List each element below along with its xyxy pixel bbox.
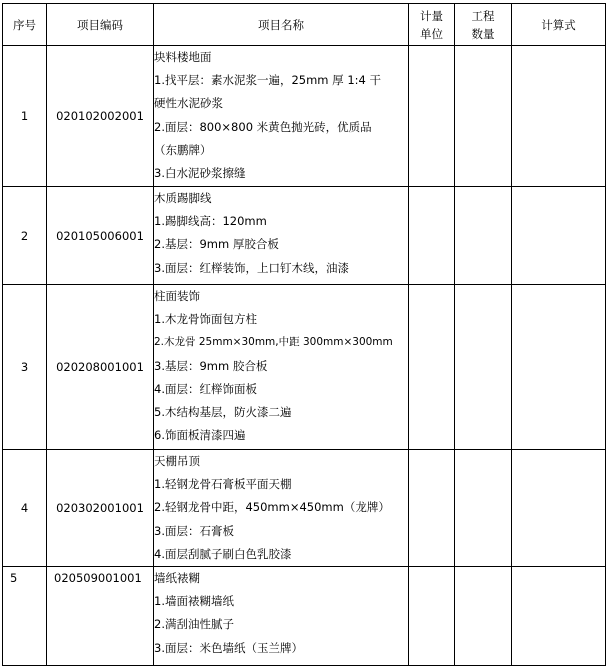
item-spec-line: 1.木龙骨饰面包方柱 [154,312,257,327]
table-row [3,450,606,567]
header-quantity-line2: 数量 [471,26,495,41]
row-index: 4 [3,450,47,567]
row-index: 1 [3,46,47,187]
item-title: 墙纸裱糊 [154,571,200,586]
header-calculation: 计算式 [512,4,606,46]
row-calculation [512,450,606,567]
item-title: 柱面装饰 [154,289,200,303]
row-quantity [455,567,512,666]
header-quantity [455,4,512,46]
item-spec-line: 2.基层：9mm 厚胶合板 [154,237,279,252]
row-calculation [512,187,606,285]
table-row [3,567,606,666]
row-item-description [154,567,409,666]
item-spec-line: 1.轻钢龙骨石膏板平面天棚 [154,477,292,492]
row-code: 020509001001 [47,567,154,666]
row-item-description [154,450,409,567]
item-spec-line: 5.木结构基层，防火漆二遍 [154,405,292,420]
item-spec-line: 1.墙面裱糊墙纸 [154,594,234,609]
header-code: 项目编码 [47,4,154,46]
row-code: 020102002001 [47,46,154,187]
item-spec-line: （东鹏牌） [154,142,212,157]
header-unit-line2: 单位 [420,26,443,41]
item-spec-line: 3.面层：米色墙纸（玉兰牌） [154,640,303,655]
row-code: 020208001001 [47,285,154,450]
row-item-description [154,285,409,450]
table-row [3,285,606,450]
item-title: 天棚吊顶 [154,454,200,468]
row-quantity [455,450,512,567]
row-unit [409,285,455,450]
row-item-description [154,46,409,187]
header-row [3,4,606,46]
item-title: 块料楼地面 [154,50,212,64]
row-unit [409,46,455,187]
item-spec-line: 6.饰面板清漆四遍 [154,428,246,443]
item-spec-line: 1.找平层：素水泥浆一遍，25mm 厚 1:4 干 [154,73,381,88]
row-calculation [512,285,606,450]
row-item-description [154,187,409,285]
row-unit [409,450,455,567]
header-quantity-line1: 工程 [471,8,495,23]
item-spec-line: 4.面层：红榉饰面板 [154,381,257,396]
item-spec-line: 4.面层刮腻子刷白色乳胶漆 [154,546,292,561]
row-unit [409,187,455,285]
row-quantity [455,187,512,285]
row-index: 3 [3,285,47,450]
row-quantity [455,46,512,187]
row-index: 2 [3,187,47,285]
header-name: 项目名称 [154,4,409,46]
item-spec-line: 2.轻钢龙骨中距，450mm×450mm（龙牌） [154,500,390,515]
header-index: 序号 [3,4,47,46]
row-calculation [512,46,606,187]
bill-of-quantities-table [2,3,606,666]
row-code: 020302001001 [47,450,154,567]
item-spec-line: 3.面层：石膏板 [154,523,234,538]
item-spec-line: 3.面层：红榉装饰，上口钉木线，油漆 [154,260,349,275]
item-spec-line: 3.基层：9mm 胶合板 [154,358,268,373]
item-spec-line: 2.满刮油性腻子 [154,617,234,632]
table-row [3,46,606,187]
item-spec-line: 硬性水泥砂浆 [154,96,223,111]
row-unit [409,567,455,666]
row-code: 020105006001 [47,187,154,285]
header-unit-line1: 计量 [420,8,443,23]
item-spec-line: 1.踢脚线高：120mm [154,214,267,229]
row-index: 5 [3,567,47,666]
item-spec-line: 2.木龙骨 25mm×30mm,中距 300mm×300mm [154,336,393,349]
row-quantity [455,285,512,450]
item-spec-line: 2.面层：800×800 米黄色抛光砖，优质品 [154,119,372,134]
row-calculation [512,567,606,666]
item-title: 木质踢脚线 [154,191,212,205]
item-spec-line: 3.白水泥砂浆擦缝 [154,166,246,181]
table-row [3,187,606,285]
header-unit [409,4,455,46]
